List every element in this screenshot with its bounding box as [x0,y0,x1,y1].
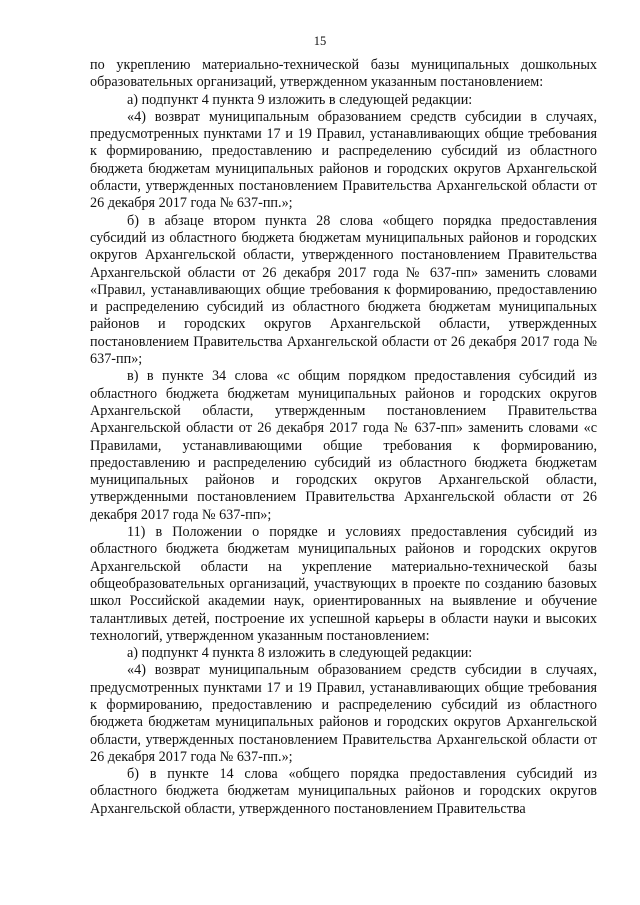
paragraph: б) в пункте 14 слова «общего порядка предоставления субсидий из областного бюджета бюджетам муниципальных районов и городских округов Архангельской области, утвержденного постановлением Правительства [90,766,597,817]
paragraph: 11) в Положении о порядке и условиях предоставления субсидий из областного бюджета бюджетам муниципальных районов и городских округов Архангельской области на укрепление материально-технической базы общеобразовательных организаций, участвующих в проекте по созданию базовых школ Российской академии наук, ориентированных на выявление и обучение талантливых детей, построение их успешной карьеры в области науки и высоких технологий, утвержденном указанным постановлением: [90,524,597,644]
paragraph: б) в абзаце втором пункта 28 слова «общего порядка предоставления субсидий из областного бюджета бюджетам муниципальных районов и городских округов Архангельской области, утвержденного постановлением Правительства Архангельской области от 26 декабря 2017 года № 637-пп» заменить словами «Правил, устанавливающих общие требования к формированию, предоставлению и распределению субсидий из областного бюджета бюджетам муниципальных районов и городских округов Архангельской области, утвержденных постановлением Правительства Архангельской области от 26 декабря 2017 года № 637-пп»; [90,212,597,368]
paragraph: «4) возврат муниципальным образованием средств субсидии в случаях, предусмотренных пунктами 17 и 19 Правил, устанавливающих общие требования к формированию, предоставлению и распределению субсидий из областного бюджета бюджетам муниципальных районов и городских округов Архангельской области, утвержденных постановлением Правительства Архангельской области от 26 декабря 2017 года № 637-пп.»; [90,108,597,212]
document-body [90,57,597,818]
paragraph: в) в пункте 34 слова «с общим порядком предоставления субсидий из областного бюджета бюджетам муниципальных районов и городских округов Архангельской области, утвержденным постановлением Правительства Архангельской области от 26 декабря 2017 года № 637-пп» заменить словами «с Правилами, устанавливающими общие требования к формированию, предоставлению и распределению субсидий из областного бюджета бюджетам муниципальных районов и городских округов Архангельской области, утвержденными постановлением Правительства Архангельской области от 26 декабря 2017 года № 637-пп»; [90,368,597,523]
paragraph: по укреплению материально-технической базы муниципальных дошкольных образовательных организаций, утвержденном указанным постановлением: [90,57,597,91]
paragraph: а) подпункт 4 пункта 8 изложить в следующей редакции: [127,645,473,662]
paragraph: «4) возврат муниципальным образованием средств субсидии в случаях, предусмотренных пунктами 17 и 19 Правил, устанавливающих общие требования к формированию, предоставлению и распределению субсидий из областного бюджета бюджетам муниципальных районов и городских округов Архангельской области, утвержденных постановлением Правительства Архангельской области от 26 декабря 2017 года № 637-пп.»; [90,662,597,765]
paragraph: а) подпункт 4 пункта 9 изложить в следующей редакции: [127,91,473,108]
page-number: 15 [313,34,327,48]
